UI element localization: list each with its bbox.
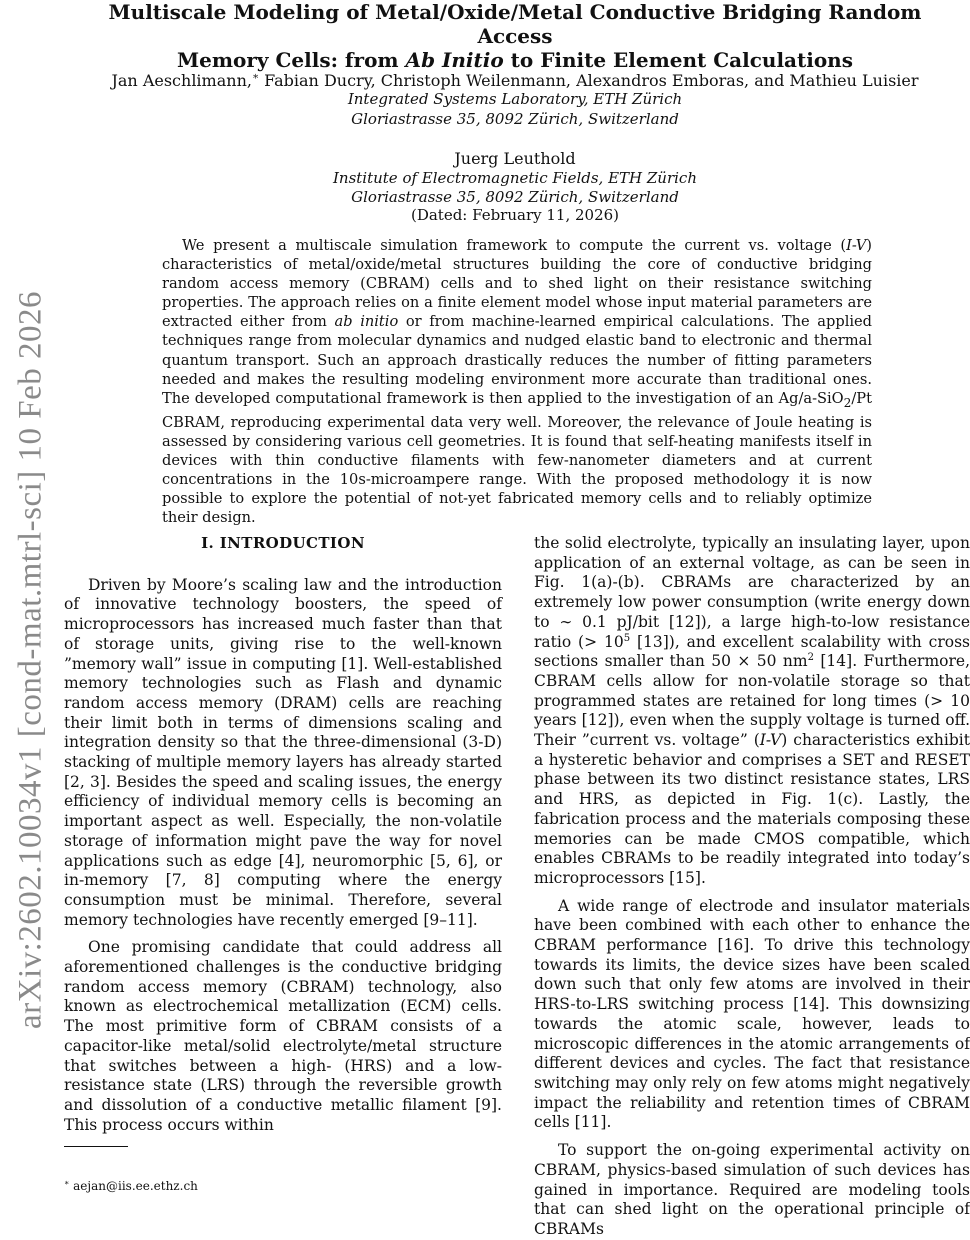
footnote-email: aejan@iis.ee.ethz.ch — [69, 1179, 198, 1193]
footnote — [64, 1178, 198, 1194]
p3-sup-2: 2 — [807, 652, 814, 664]
section-heading-introduction: I. INTRODUCTION — [201, 534, 365, 552]
title-line-2-prefix: Memory Cells: from — [177, 48, 406, 72]
intro-paragraph-2-continued — [534, 534, 970, 889]
first-author: Jan Aeschlimann, — [111, 71, 252, 90]
p3-text-d: ) characteristics exhibit a hysteretic behavior and comprises a SET and RESET phase between its two distinct resistance states, LRS and HRS, as depicted in Fig. 1(c). Lastly, the fabrication process and the materials composing these memories can be made CMOS compatible, which enables CBRAMs to be readily integrated into today’s microprocessors [15]. — [534, 731, 970, 887]
arxiv-sidebar — [0, 210, 62, 1110]
abstract — [162, 236, 872, 527]
intro-paragraph-2: One promising candidate that could address all aforementioned challenges is the conductive bridging random access memory (CBRAM) technology, also known as electrochemical metallization (ECM) cells. The most primitive form of CBRAM consists of a capacitor-like metal/solid electrolyte/metal structure that switches between a high- (HRS) and a low-resistance state (LRS) through the reversible growth and dissolution of a conductive metallic filament [9]. This process occurs within — [64, 938, 502, 1134]
abstract-text-2: ) characteristics of metal/oxide/metal structures building the core of conductive bridging random access memory (CBRAM) cells and to shed light on their resistance switching properties. The approach relies on a finite element model whose input material parameters are extracted either from — [162, 237, 872, 331]
abstract-text-4: /Pt CBRAM, reproducing experimental data very well. Moreover, the relevance of Joule heating is assessed by considering various cell geometries. It is found that self-heating manifests itself in devices with thin conductive filaments with few-nanometer diameters and at current concentrations in the 10s-microampere range. With the proposed methodology it is now possible to explore the potential of not-yet fabricated memory cells and to reliably optimize their design. — [162, 389, 872, 527]
title-line-2-suffix: to Finite Element Calculations — [503, 48, 853, 72]
abstract-subscript-2: 2 — [843, 395, 852, 410]
abstract-iv: I-V — [846, 237, 867, 254]
affiliation-1-line-2: Gloriastrasse 35, 8092 Zürich, Switzerland — [351, 110, 679, 128]
title-line-1: Multiscale Modeling of Metal/Oxide/Metal Conductive Bridging Random Access — [108, 0, 922, 48]
title-emphasis: Ab Initio — [405, 48, 504, 72]
intro-paragraph-1: Driven by Moore’s scaling law and the introduction of innovative technology boosters, the speed of microprocessors has increased much faster than that of storage units, giving rise to the well-known ”memory wall” issue in computing [1]. Well-established memory technologies such as Flash and dynamic random access memory (DRAM) cells are reaching their limit both in terms of dimensions scaling and integration density so that the three-dimensional (3-D) stacking of multiple memory layers has already started [2, 3]. Besides the speed and scaling issues, the energy efficiency of individual memory cells is becoming an important aspect as well. Especially, the non-volatile storage of information might pave the way for novel applications such as edge [4], neuromorphic [5, 6], or in-memory [7, 8] computing where the energy consumption must be minimal. Therefore, several memory technologies have recently emerged [9–11]. — [64, 575, 502, 929]
p3-iv: I-V — [759, 731, 782, 750]
title-line-2 — [75, 48, 955, 72]
footnote-mark: ∗ — [64, 1178, 70, 1187]
intro-paragraph-4: To support the on-going experimental activity on CBRAM, physics-based simulation of such devices has gained in importance. Required are modeling tools that can shed light on the operational principle of CBRAMs — [534, 1141, 970, 1238]
abstract-text-1: We present a multiscale simulation framework to compute the current vs. voltage ( — [182, 237, 847, 254]
right-column — [534, 534, 970, 1240]
paper-title — [75, 0, 955, 72]
affiliation-2-line-1: Institute of Electromagnetic Fields, ETH Zürich — [332, 169, 697, 187]
p3-text-a: the solid electrolyte, typically an insulating layer, upon application of an external voltage, as can be seen in Fig. 1(a)-(b). CBRAMs are characterized by an extremely low power consumption (write energy down to ∼ 0.1 pJ/bit [12]), a large high-to-low resistance ratio (> 10 — [534, 534, 970, 651]
p3-sup-5: 5 — [623, 632, 631, 644]
arxiv-identifier: arXiv:2602.10034v1 [cond-mat.mtrl-sci] 10 Feb 2026 — [12, 290, 49, 1030]
affiliation-2-line-2: Gloriastrasse 35, 8092 Zürich, Switzerland — [351, 188, 679, 206]
abstract-paragraph — [162, 236, 872, 527]
p3-text-c: [14]. Furthermore, CBRAM cells allow for non-volatile storage so that programmed states are retained for long times (> 10 years [12]), even when the supply voltage is turned off. Their ”current vs. voltage” ( — [534, 652, 970, 750]
intro-paragraph-3: A wide range of electrode and insulator materials have been combined with each other to enhance the CBRAM performance [16]. To drive this technology towards its limits, the device sizes have been scaled down such that only few atoms are involved in their HRS-to-LRS switching process [14]. This downsizing towards the atomic scale, however, leads to microscopic differences in the atomic arrangements of different devices and cycles. The fact that resistance switching may only rely on few atoms might negatively impact the reliability and retention times of CBRAM cells [11]. — [534, 896, 970, 1132]
author-list-2: Juerg Leuthold — [454, 149, 576, 168]
affiliation-1-line-1: Integrated Systems Laboratory, ETH Zürich — [347, 90, 683, 108]
co-authors: Fabian Ducry, Christoph Weilenmann, Alexandros Emboras, and Mathieu Luisier — [259, 71, 919, 90]
p3-text-b: [13]), and excellent scalability with cross sections smaller than 50 × 50 nm — [534, 632, 970, 671]
abstract-ab-initio: ab initio — [334, 313, 399, 331]
footnote-rule — [64, 1146, 128, 1147]
abstract-text-3: or from machine-learned empirical calculations. The applied techniques range from molecular dynamics and nudged elastic band to electronic and thermal quantum transport. Such an approach drastically reduces the number of fitting parameters needed and makes the resulting modeling environment more accurate than traditional ones. The developed computational framework is then applied to the investigation of an Ag/a-SiO — [162, 313, 873, 407]
dated-line: (Dated: February 11, 2026) — [410, 206, 620, 224]
left-column — [64, 534, 502, 1135]
corresponding-author-mark: ∗ — [251, 70, 260, 83]
